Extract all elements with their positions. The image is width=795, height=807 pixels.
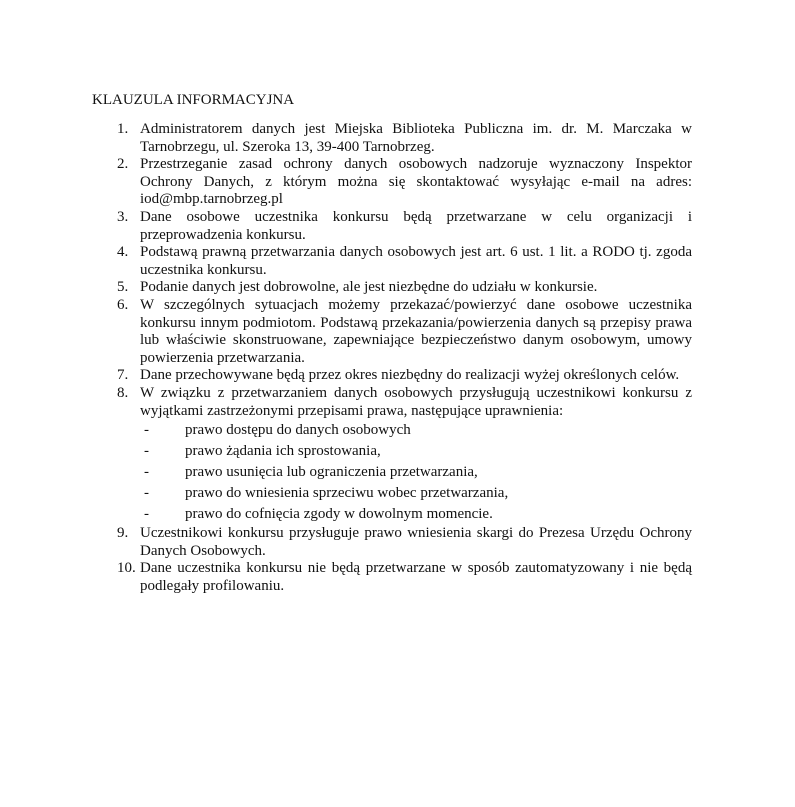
dash-bullet: -	[144, 506, 149, 523]
clause-text: Administratorem danych jest Miejska Biblioteka Publiczna im. dr. M. Marczaka w Tarnobrzegu, ul. Szeroka 13, 39-400 Tarnobrzeg.	[140, 121, 692, 155]
clause-number: 2.	[117, 156, 129, 173]
clause-item-4	[92, 244, 692, 279]
clause-number: 3.	[117, 208, 129, 225]
clause-item-2	[92, 156, 692, 209]
rights-list	[92, 420, 740, 525]
rights-item	[92, 504, 740, 525]
clause-number: 10.	[117, 560, 136, 577]
clause-item-5	[92, 279, 692, 297]
clause-number: 5.	[117, 279, 129, 296]
clause-list	[92, 121, 692, 595]
rights-item	[92, 441, 740, 462]
clause-text: Dane uczestnika konkursu nie będą przetwarzane w sposób zautomatyzowany i nie będą podlegały profilowaniu.	[140, 560, 692, 594]
rights-item	[92, 483, 740, 504]
clause-number: 8.	[117, 384, 129, 401]
clause-text: W szczególnych sytuacjach możemy przekazać/powierzyć dane osobowe uczestnika konkursu innym podmiotom. Podstawą przekazania/powierzenia danych są przepisy prawa lub właściwie skonstruowane, zapewniające bezpieczeństwo danym osobowym, umowy powierzenia przetwarzania.	[140, 296, 692, 366]
clause-item-3	[92, 209, 692, 244]
clause-text: Podstawą prawną przetwarzania danych osobowych jest art. 6 ust. 1 lit. a RODO tj. zgoda uczestnika konkursu.	[140, 244, 692, 278]
clause-item-1	[92, 121, 692, 156]
rights-text: prawo usunięcia lub ograniczenia przetwarzania,	[185, 464, 478, 481]
clause-text: W związku z przetwarzaniem danych osobowych przysługują uczestnikowi konkursu z wyjątkami zastrzeżonymi przepisami prawa, następujące uprawnienia:	[140, 384, 692, 419]
rights-item	[92, 462, 740, 483]
clause-text: Uczestnikowi konkursu przysługuje prawo wniesienia skargi do Prezesa Urzędu Ochrony Danych Osobowych.	[140, 525, 692, 559]
document-title: KLAUZULA INFORMACYJNA	[92, 92, 295, 108]
rights-text: prawo żądania ich sprostowania,	[185, 443, 381, 460]
clause-number: 4.	[117, 244, 129, 261]
clause-text: Podanie danych jest dobrowolne, ale jest niezbędne do udziału w konkursie.	[140, 279, 598, 296]
clause-item-7	[92, 367, 692, 385]
clause-text: Dane osobowe uczestnika konkursu będą przetwarzane w celu organizacji i przeprowadzenia konkursu.	[140, 208, 692, 243]
clause-number: 9.	[117, 525, 129, 542]
clause-text: Przestrzeganie zasad ochrony danych osobowych nadzoruje wyznaczony Inspektor Ochrony Danych, z którym można się skontaktować wysyłając e-mail na adres: iod@mbp.tarnobrzeg.pl	[140, 156, 692, 208]
dash-bullet: -	[144, 443, 149, 460]
clause-number: 6.	[117, 296, 129, 313]
rights-text: prawo dostępu do danych osobowych	[185, 422, 411, 439]
clause-text: Dane przechowywane będą przez okres niezbędny do realizacji wyżej określonych celów.	[140, 367, 680, 384]
rights-text: prawo do wniesienia sprzeciwu wobec przetwarzania,	[185, 485, 509, 502]
clause-number: 7.	[117, 367, 129, 384]
rights-text: prawo do cofnięcia zgody w dowolnym momencie.	[185, 506, 493, 523]
clause-number: 1.	[117, 121, 129, 137]
dash-bullet: -	[144, 485, 149, 502]
clause-item-8	[92, 385, 692, 525]
clause-item-6	[92, 297, 692, 367]
rights-item	[92, 420, 740, 441]
dash-bullet: -	[144, 464, 149, 481]
clause-item-10	[92, 560, 692, 595]
dash-bullet: -	[144, 422, 149, 439]
clause-item-9	[92, 525, 692, 560]
